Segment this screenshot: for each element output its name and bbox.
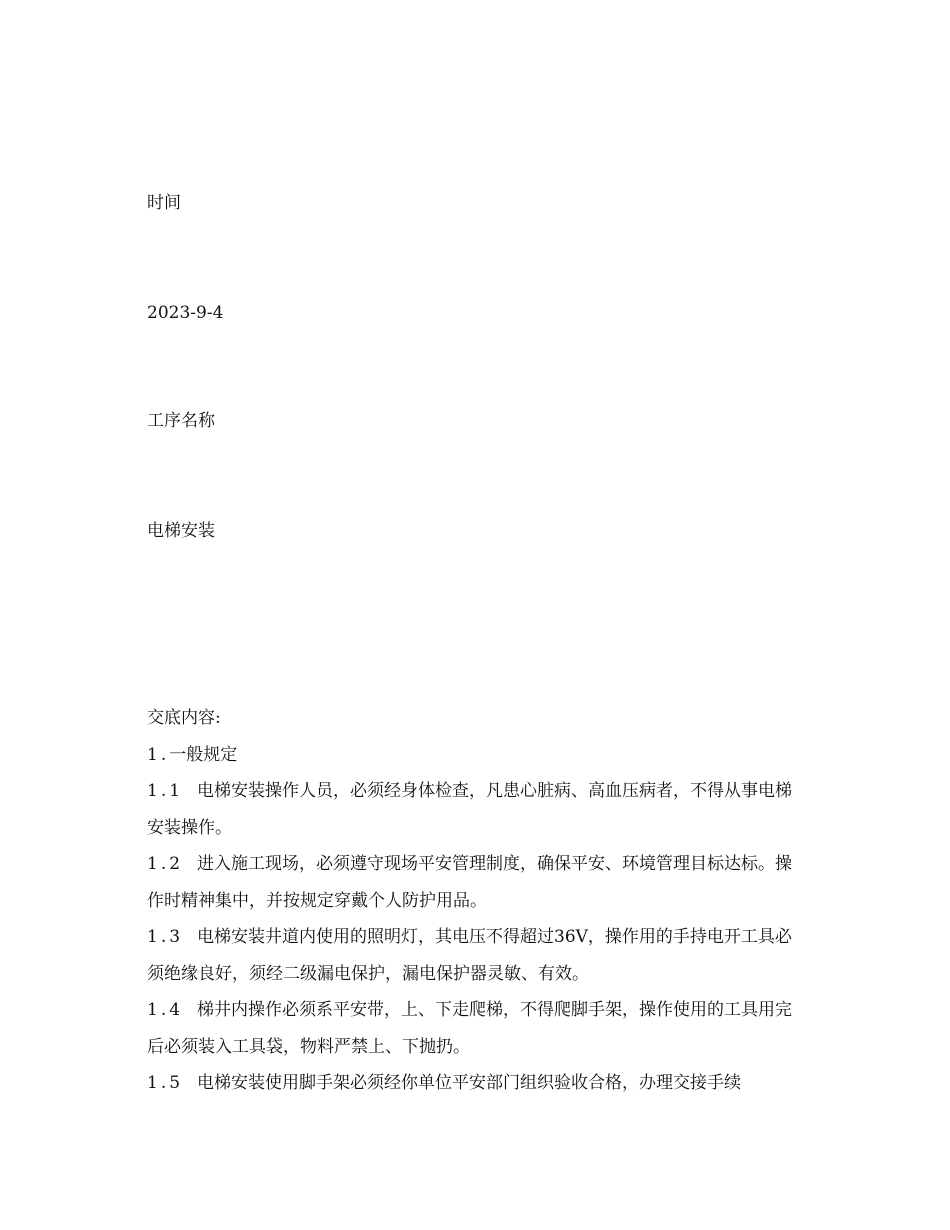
process-label: 工序名称 — [147, 411, 215, 431]
disclosure-content — [147, 700, 807, 1102]
section-title: 一般规定 — [169, 744, 238, 765]
item-text: 梯井内操作必须系平安带，上、下走爬梯，不得爬脚手架，操作使用的工具用完后必须装入工具袋，物料严禁上、下抛扔。 — [147, 1000, 792, 1057]
list-item — [147, 919, 807, 992]
item-text: 进入施工现场，必须遵守现场平安管理制度，确保平安、环境管理目标达标。操作时精神集中，并按规定穿戴个人防护用品。 — [147, 854, 792, 911]
time-label: 时间 — [147, 193, 181, 213]
item-number: 1.5 — [147, 1073, 184, 1093]
item-number: 1.3 — [147, 927, 184, 947]
item-number: 1.4 — [147, 1000, 184, 1020]
list-item — [147, 1065, 807, 1102]
time-value: 2023-9-4 — [147, 303, 224, 323]
list-item — [147, 992, 807, 1065]
item-number: 1.1 — [147, 781, 184, 801]
process-value: 电梯安装 — [147, 521, 215, 541]
item-text: 电梯安装操作人员，必须经身体检查，凡患心脏病、高血压病者，不得从事电梯安装操作。 — [147, 781, 792, 838]
content-title: 交底内容: — [147, 708, 221, 728]
section-number: 1. — [147, 744, 170, 765]
item-text: 电梯安装使用脚手架必须经你单位平安部门组织验收合格，办理交接手续 — [197, 1073, 741, 1093]
list-item — [147, 773, 807, 846]
section-heading — [147, 737, 807, 774]
item-number: 1.2 — [147, 854, 184, 874]
item-text: 电梯安装井道内使用的照明灯，其电压不得超过36V，操作用的手持电开工具必须绝缘良好，须经二级漏电保护，漏电保护器灵敏、有效。 — [147, 927, 792, 984]
list-item — [147, 846, 807, 919]
